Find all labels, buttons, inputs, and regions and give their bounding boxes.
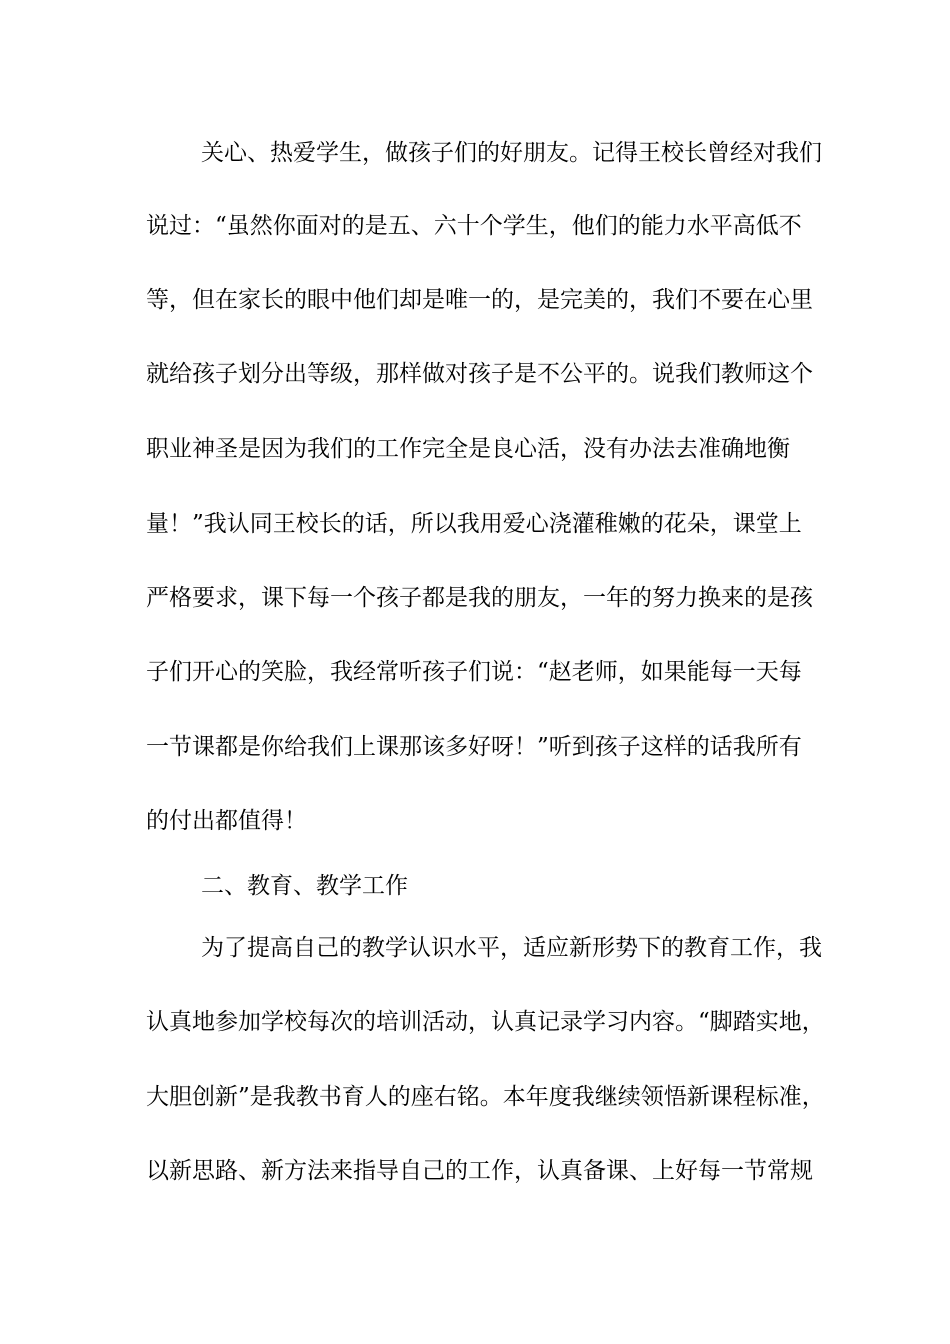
text-line: 以新思路、新方法来指导自己的工作，认真备课、上好每一节常规 <box>146 1158 813 1184</box>
text-line: 量！”我认同王校长的话，所以我用爱心浇灌稚嫩的花朵，课堂上 <box>146 511 802 537</box>
text-line: 等，但在家长的眼中他们却是唯一的，是完美的，我们不要在心里 <box>146 287 813 313</box>
text-line: 就给孩子划分出等级，那样做对孩子是不公平的。说我们教师这个 <box>146 361 813 387</box>
text-line: 为了提高自己的教学认识水平，适应新形势下的教育工作，我 <box>201 935 822 961</box>
text-line: 严格要求，课下每一个孩子都是我的朋友，一年的努力换来的是孩 <box>146 585 813 611</box>
text-line: 认真地参加学校每次的培训活动，认真记录学习内容。“脚踏实地， <box>146 1009 825 1035</box>
text-line: 子们开心的笑脸，我经常听孩子们说：“赵老师，如果能每一天每 <box>146 659 802 685</box>
text-line: 关心、热爱学生，做孩子们的好朋友。记得王校长曾经对我们 <box>201 140 822 166</box>
text-line: 职业神圣是因为我们的工作完全是良心活，没有办法去准确地衡 <box>146 436 790 462</box>
text-line: 的付出都值得！ <box>146 808 307 834</box>
section-heading: 二、教育、教学工作 <box>201 873 408 899</box>
text-line: 大胆创新”是我教书育人的座右铭。本年度我继续领悟新课程标准， <box>146 1084 825 1110</box>
text-line: 一节课都是你给我们上课那该多好呀！”听到孩子这样的话我所有 <box>146 734 802 760</box>
text-line: 说过：“虽然你面对的是五、六十个学生，他们的能力水平高低不 <box>146 213 802 239</box>
